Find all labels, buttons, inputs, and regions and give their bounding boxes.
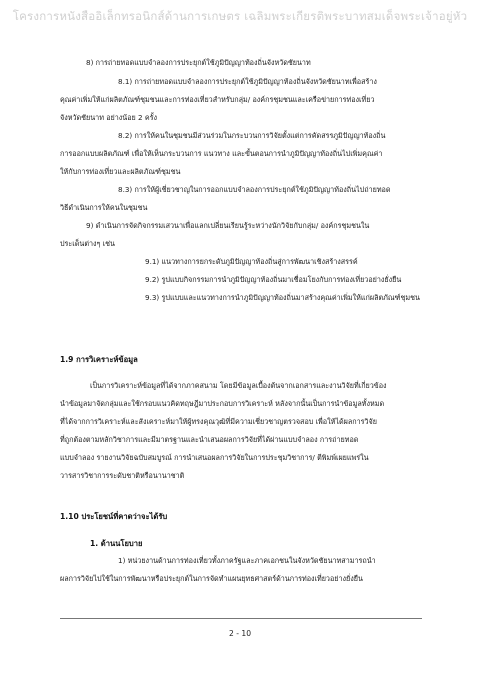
section-heading-1-10: 1.10 ประโยชน์ที่คาดว่าจะได้รับ — [60, 512, 168, 521]
list-item-8-1-line: 8.1) การถ่ายทอดแบบจำลองการประยุกต์ใช้ภูมิปัญญาท้องถิ่นจังหวัดชัยนาทเพื่อสร้าง — [118, 77, 377, 86]
list-item-8-3-line: วิธีดำเนินการให้คนในชุมชน — [60, 203, 148, 212]
section-1-10-paragraph-line: 1) หน่วยงานด้านการท่องเที่ยวทั้งภาครัฐและภาคเอกชนในจังหวัดชัยนาทสามารถนำ — [118, 556, 376, 565]
document-header: โครงการหนังสืออิเล็กทรอนิกส์ด้านการเกษตร เฉลิมพระเกียรติพระบาทสมเด็จพระเจ้าอยู่หัว — [12, 9, 468, 23]
subheading-policy: 1. ด้านนโยบาย — [90, 539, 143, 548]
section-heading-1-9: 1.9 การวิเคราะห์ข้อมูล — [60, 355, 138, 364]
list-item-9-3: 9.3) รูปแบบและแนวทางการนำภูมิปัญญาท้องถิ่นมาสร้างคุณค่าเพิ่มให้แก่ผลิตภัณฑ์ชุมชน — [145, 293, 420, 302]
list-item-8-1-line: จังหวัดชัยนาท อย่างน้อย 2 ครั้ง — [60, 113, 158, 122]
list-item-8: 8) การถ่ายทอดแบบจำลองการประยุกต์ใช้ภูมิปัญญาท้องถิ่นจังหวัดชัยนาท — [86, 58, 311, 67]
section-1-9-paragraph-line: แบบจำลอง รายงานวิจัยฉบับสมบูรณ์ การนำเสนอผลการวิจัยในการประชุมวิชาการ/ ตีพิมพ์เผยแพร่ใน — [60, 453, 369, 462]
list-item-9-line: ประเด็นต่างๆ เช่น — [60, 239, 115, 248]
list-item-8-2-line: ให้กับการท่องเที่ยวและผลิตภัณฑ์ชุมชน — [60, 167, 181, 176]
list-item-9-line: 9) ดำเนินการจัดกิจกรรมเสวนาเพื่อแลกเปลี่ยนเรียนรู้ระหว่างนักวิจัยกับกลุ่ม/ องค์กรชุมชนใน — [86, 221, 370, 230]
footer-divider — [60, 618, 422, 619]
section-1-9-paragraph-line: วารสารวิชาการระดับชาติหรือนานาชาติ — [60, 471, 185, 480]
section-1-9-paragraph-line: ที่ได้จากการวิเคราะห์และสังเคราะห์มาให้ผู้ทรงคุณวุฒิที่มีความเชี่ยวชาญตรวจสอบ เพื่อให้ได้ผลการวิจัย — [60, 417, 377, 426]
section-1-9-paragraph-line: เป็นการวิเคราะห์ข้อมูลที่ได้จากภาคสนาม โดยมีข้อมูลเบื้องต้นจากเอกสารและงานวิจัยที่เกี่ยวข้อง — [90, 381, 387, 390]
list-item-8-3-line: 8.3) การให้ผู้เชี่ยวชาญในการออกแบบจำลองการประยุกต์ใช้ภูมิปัญญาท้องถิ่นไปถ่ายทอด — [118, 185, 391, 194]
section-1-10-paragraph-line: ผลการวิจัยไปใช้ในการพัฒนาหรือประยุกต์ในการจัดทำแผนยุทธศาสตร์ด้านการท่องเที่ยวอย่างยั่งยืน — [60, 574, 363, 583]
page-number: 2 - 10 — [228, 629, 252, 638]
list-item-9-2: 9.2) รูปแบบกิจกรรมการนำภูมิปัญญาท้องถิ่นมาเชื่อมโยงกับการท่องเที่ยวอย่างยั่งยืน — [145, 275, 402, 284]
list-item-9-1: 9.1) แนวทางการยกระดับภูมิปัญญาท้องถิ่นสู่การพัฒนาเชิงสร้างสรรค์ — [145, 257, 358, 266]
list-item-8-2-line: การออกแบบผลิตภัณฑ์ เพื่อให้เห็นกระบวนการ แนวทาง และขั้นตอนการนำภูมิปัญญาท้องถิ่นไปเพิ่มคุณค่า — [60, 149, 383, 158]
list-item-8-1-line: คุณค่าเพิ่มให้แก่ผลิตภัณฑ์ชุมชนและการท่องเที่ยวสำหรับกลุ่ม/ องค์กรชุมชนและเครือข่ายการท่องเที่ยว — [60, 95, 375, 104]
section-1-9-paragraph-line: ที่ถูกต้องตามหลักวิชาการและมีมาตรฐานและนำเสนอผลการวิจัยที่ได้ผ่านแบบจำลอง การถ่ายทอด — [60, 435, 359, 444]
section-1-9-paragraph-line: นำข้อมูลมาจัดกลุ่มและใช้กรอบแนวคิดทฤษฎีมาประกอบการวิเคราะห์ หลังจากนั้นเป็นการนำข้อมูลทั้งหมด — [60, 399, 385, 408]
list-item-8-2-line: 8.2) การให้คนในชุมชนมีส่วนร่วมในกระบวนการวิจัยตั้งแต่การคัดสรรภูมิปัญญาท้องถิ่น — [118, 131, 386, 140]
